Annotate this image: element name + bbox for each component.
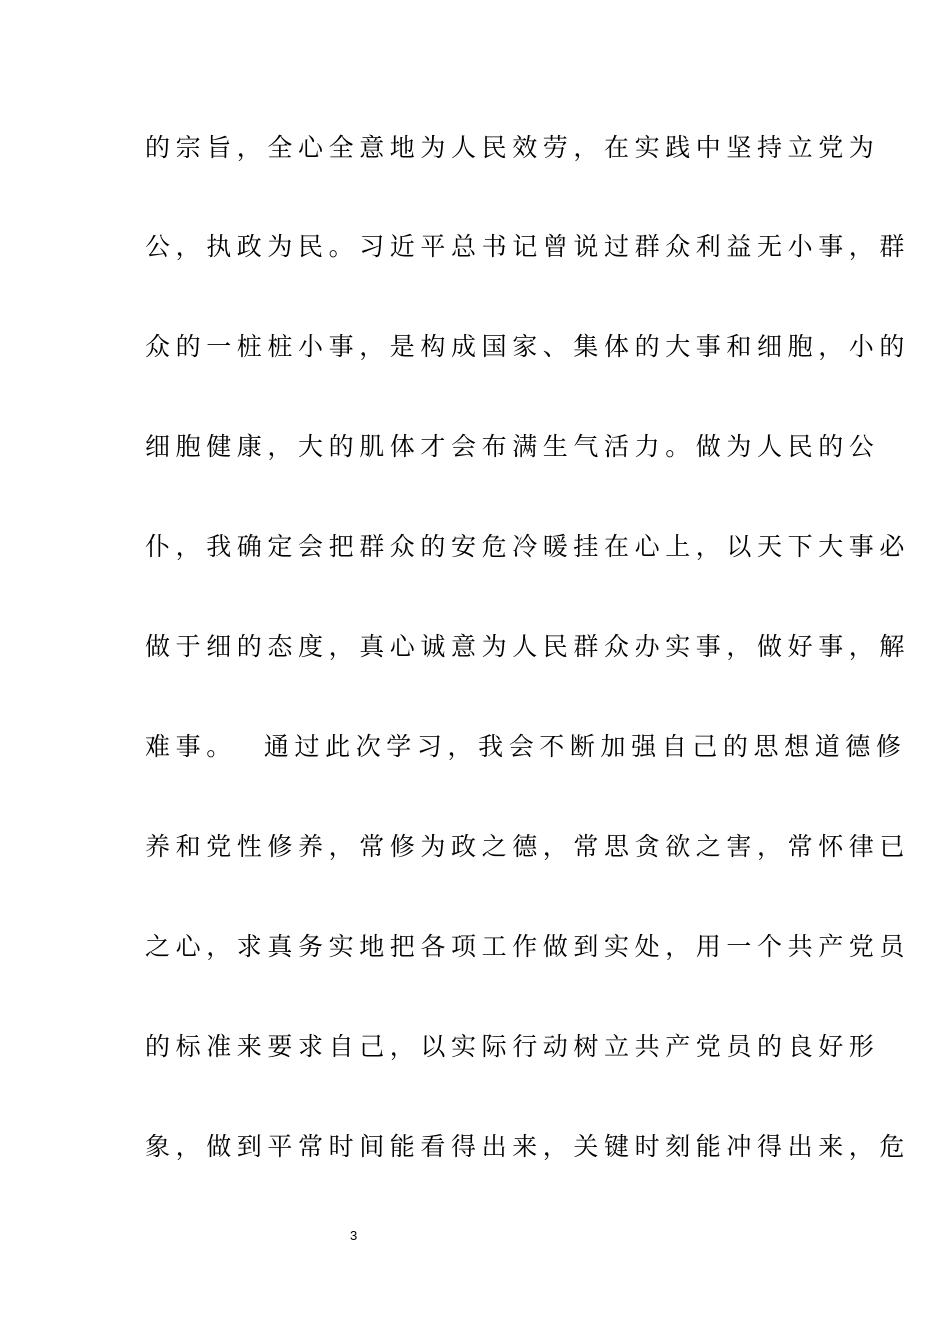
text-line: 众的一桩桩小事，是构成国家、集体的大事和细胞，小的 bbox=[145, 332, 911, 361]
text-line: 的标准来要求自己，以实际行动树立共产党员的良好形 bbox=[145, 1032, 880, 1061]
text-line: 细胞健康，大的肌体才会布满生气活力。做为人民的公 bbox=[145, 432, 880, 461]
text-line: 仆，我确定会把群众的安危冷暖挂在心上，以天下大事必 bbox=[145, 532, 911, 561]
text-line: 公，执政为民。习近平总书记曾说过群众利益无小事，群 bbox=[145, 232, 911, 261]
text-line: 象，做到平常时间能看得出来，关键时刻能冲得出来，危 bbox=[145, 1132, 911, 1161]
page-number: 3 bbox=[350, 1228, 358, 1243]
text-line: 之心，求真务实地把各项工作做到实处，用一个共产党员 bbox=[145, 932, 911, 961]
text-line: 的宗旨，全心全意地为人民效劳，在实践中坚持立党为 bbox=[145, 133, 880, 162]
text-line: 养和党性修养，常修为政之德，常思贪欲之害，常怀律已 bbox=[145, 832, 911, 861]
text-line: 难事。 通过此次学习，我会不断加强自己的思想道德修 bbox=[145, 732, 907, 761]
text-line: 做于细的态度，真心诚意为人民群众办实事，做好事，解 bbox=[145, 632, 911, 661]
